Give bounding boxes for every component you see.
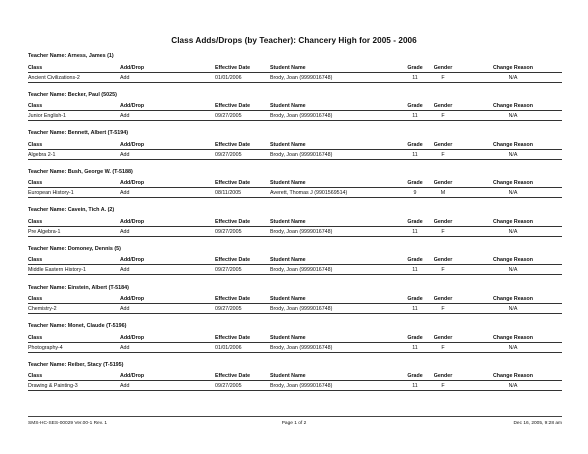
row-gender: F bbox=[441, 383, 445, 390]
header-add-drop: Add/Drop bbox=[120, 334, 145, 341]
teacher-name: Teacher Name: Arness, James (1) bbox=[28, 53, 114, 59]
header-student-name: Student Name bbox=[270, 373, 306, 380]
column-header-row bbox=[28, 64, 562, 73]
table-row bbox=[28, 74, 562, 83]
header-effective-date: Effective Date bbox=[215, 334, 251, 341]
teacher-section bbox=[28, 282, 562, 321]
row-add-drop: Add bbox=[120, 228, 130, 235]
row-class: European History-1 bbox=[28, 190, 74, 197]
row-gender: M bbox=[440, 190, 446, 197]
teacher-section bbox=[28, 89, 562, 128]
header-gender: Gender bbox=[433, 257, 453, 264]
teacher-section bbox=[28, 127, 562, 166]
row-change-reason: N/A bbox=[508, 306, 518, 313]
header-change-reason: Change Reason bbox=[492, 180, 534, 187]
row-class: Photography-4 bbox=[28, 344, 63, 351]
row-class: Chemistry-2 bbox=[28, 306, 57, 313]
teacher-section bbox=[28, 320, 562, 359]
row-class: Algebra 2-1 bbox=[28, 151, 56, 158]
header-class: Class bbox=[28, 141, 43, 148]
header-gender: Gender bbox=[433, 180, 453, 187]
header-add-drop: Add/Drop bbox=[120, 296, 145, 303]
header-gender: Gender bbox=[433, 373, 453, 380]
row-effective-date: 09/27/2005 bbox=[215, 228, 242, 235]
header-change-reason: Change Reason bbox=[492, 257, 534, 264]
table-row bbox=[28, 189, 562, 198]
header-change-reason: Change Reason bbox=[492, 373, 534, 380]
header-gender: Gender bbox=[433, 103, 453, 110]
column-header-row bbox=[28, 102, 562, 111]
row-effective-date: 09/27/2005 bbox=[215, 113, 242, 120]
row-change-reason: N/A bbox=[508, 74, 518, 81]
header-effective-date: Effective Date bbox=[215, 218, 251, 225]
column-header-row bbox=[28, 334, 562, 343]
row-student-name: Brody, Joan (9999016748) bbox=[270, 267, 333, 274]
teacher-name: Teacher Name: Reiber, Stacy (T-5195) bbox=[28, 361, 124, 368]
column-header-row bbox=[28, 295, 562, 304]
table-row bbox=[28, 266, 562, 275]
header-gender: Gender bbox=[433, 218, 453, 225]
column-header-row bbox=[28, 218, 562, 227]
header-grade: Grade bbox=[407, 141, 423, 148]
teacher-section bbox=[28, 204, 562, 243]
row-effective-date: 01/01/2006 bbox=[215, 344, 242, 351]
row-grade: 11 bbox=[412, 228, 418, 235]
row-change-reason: N/A bbox=[508, 383, 518, 390]
header-grade: Grade bbox=[407, 334, 423, 341]
header-gender: Gender bbox=[433, 141, 453, 148]
header-grade: Grade bbox=[407, 257, 423, 264]
row-student-name: Brody, Joan (9999016748) bbox=[270, 113, 333, 120]
header-class: Class bbox=[28, 103, 43, 110]
header-student-name: Student Name bbox=[270, 257, 306, 264]
row-add-drop: Add bbox=[120, 344, 130, 351]
row-grade: 11 bbox=[412, 344, 418, 351]
header-effective-date: Effective Date bbox=[215, 64, 251, 71]
row-gender: F bbox=[441, 74, 445, 81]
header-class: Class bbox=[28, 180, 43, 187]
footer-print-date: Dec 16, 2005, 9:28 am bbox=[513, 421, 562, 426]
row-change-reason: N/A bbox=[508, 344, 518, 351]
row-gender: F bbox=[441, 344, 445, 351]
header-grade: Grade bbox=[407, 373, 423, 380]
teacher-name: Teacher Name: Monet, Claude (T-5196) bbox=[28, 323, 127, 330]
row-effective-date: 09/27/2005 bbox=[215, 383, 242, 390]
teacher-name: Teacher Name: Cavein, Tich A. (2) bbox=[28, 207, 115, 214]
row-class: Middle Eastern History-1 bbox=[28, 267, 86, 274]
header-student-name: Student Name bbox=[270, 296, 306, 303]
header-student-name: Student Name bbox=[270, 334, 306, 341]
header-student-name: Student Name bbox=[270, 180, 306, 187]
header-class: Class bbox=[28, 296, 43, 303]
table-row bbox=[28, 344, 562, 353]
header-change-reason: Change Reason bbox=[492, 141, 534, 148]
header-student-name: Student Name bbox=[270, 218, 306, 225]
row-student-name: Brody, Joan (9999016748) bbox=[270, 383, 333, 390]
row-grade: 11 bbox=[412, 383, 418, 390]
header-class: Class bbox=[28, 373, 43, 380]
teacher-name: Teacher Name: Bush, George W. (T-5188) bbox=[28, 168, 133, 175]
column-header-row bbox=[28, 141, 562, 150]
column-header-row bbox=[28, 179, 562, 188]
header-change-reason: Change Reason bbox=[492, 334, 534, 341]
row-change-reason: N/A bbox=[508, 190, 518, 197]
table-row bbox=[28, 382, 562, 391]
header-gender: Gender bbox=[433, 296, 453, 303]
header-add-drop: Add/Drop bbox=[120, 218, 145, 225]
teacher-name: Teacher Name: Bennett, Albert (T-5194) bbox=[28, 130, 129, 137]
report-title: Class Adds/Drops (by Teacher): Chancery High for 2005 - 2006 bbox=[171, 36, 417, 45]
row-add-drop: Add bbox=[120, 383, 130, 390]
teacher-sections bbox=[28, 50, 562, 397]
header-student-name: Student Name bbox=[270, 141, 306, 148]
header-gender: Gender bbox=[433, 64, 453, 71]
row-gender: F bbox=[441, 267, 445, 274]
column-header-row bbox=[28, 372, 562, 381]
header-add-drop: Add/Drop bbox=[120, 257, 145, 264]
footer-form-id: SMS-HC-SES-00029 Ver.00-1 Rev. 1 bbox=[28, 421, 108, 426]
teacher-section bbox=[28, 359, 562, 398]
row-add-drop: Add bbox=[120, 74, 130, 81]
header-grade: Grade bbox=[407, 218, 423, 225]
header-grade: Grade bbox=[407, 103, 423, 110]
row-add-drop: Add bbox=[120, 113, 130, 120]
row-add-drop: Add bbox=[120, 190, 130, 197]
header-change-reason: Change Reason bbox=[492, 103, 534, 110]
row-change-reason: N/A bbox=[508, 267, 518, 274]
header-class: Class bbox=[28, 257, 43, 264]
footer-divider bbox=[28, 416, 562, 417]
teacher-name: Teacher Name: Einstein, Albert (T-5184) bbox=[28, 284, 129, 291]
row-effective-date: 09/27/2005 bbox=[215, 306, 242, 313]
row-class: Drawing & Painting-3 bbox=[28, 383, 78, 390]
header-change-reason: Change Reason bbox=[492, 64, 534, 71]
row-effective-date: 01/01/2006 bbox=[215, 74, 242, 81]
header-student-name: Student Name bbox=[270, 103, 306, 110]
row-grade: 9 bbox=[413, 190, 417, 197]
table-row bbox=[28, 112, 562, 121]
header-effective-date: Effective Date bbox=[215, 180, 251, 187]
row-gender: F bbox=[441, 306, 445, 313]
row-student-name: Brody, Joan (9999016748) bbox=[270, 344, 333, 351]
header-class: Class bbox=[28, 218, 43, 225]
header-effective-date: Effective Date bbox=[215, 257, 251, 264]
row-add-drop: Add bbox=[120, 306, 130, 313]
teacher-section bbox=[28, 166, 562, 205]
row-effective-date: 09/27/2005 bbox=[215, 267, 242, 274]
row-change-reason: N/A bbox=[508, 151, 518, 158]
header-add-drop: Add/Drop bbox=[120, 64, 145, 71]
row-grade: 11 bbox=[412, 151, 418, 158]
header-add-drop: Add/Drop bbox=[120, 373, 145, 380]
header-add-drop: Add/Drop bbox=[120, 103, 145, 110]
header-add-drop: Add/Drop bbox=[120, 180, 145, 187]
header-class: Class bbox=[28, 334, 43, 341]
header-add-drop: Add/Drop bbox=[120, 141, 145, 148]
row-grade: 11 bbox=[412, 306, 418, 313]
teacher-name: Teacher Name: Domoney, Dennis (5) bbox=[28, 245, 121, 252]
row-student-name: Brody, Joan (9999016748) bbox=[270, 228, 333, 235]
table-row bbox=[28, 151, 562, 160]
row-effective-date: 09/27/2005 bbox=[215, 151, 242, 158]
column-header-row bbox=[28, 256, 562, 265]
row-add-drop: Add bbox=[120, 267, 130, 274]
row-class: Junior English-1 bbox=[28, 113, 66, 120]
row-class: Ancient Civilizations-2 bbox=[28, 74, 80, 81]
row-student-name: Averett, Thomas J (9901569514) bbox=[270, 190, 348, 197]
teacher-section bbox=[28, 50, 562, 89]
row-add-drop: Add bbox=[120, 151, 130, 158]
table-row bbox=[28, 228, 562, 237]
header-effective-date: Effective Date bbox=[215, 296, 251, 303]
table-row bbox=[28, 305, 562, 314]
row-grade: 11 bbox=[412, 74, 418, 81]
header-grade: Grade bbox=[407, 64, 423, 71]
row-gender: F bbox=[441, 113, 445, 120]
row-grade: 11 bbox=[412, 267, 418, 274]
header-effective-date: Effective Date bbox=[215, 103, 251, 110]
row-effective-date: 08/11/2005 bbox=[215, 190, 242, 197]
row-change-reason: N/A bbox=[508, 228, 518, 235]
header-grade: Grade bbox=[407, 296, 423, 303]
header-change-reason: Change Reason bbox=[492, 218, 534, 225]
teacher-name: Teacher Name: Becker, Paul (5025) bbox=[28, 91, 117, 98]
header-grade: Grade bbox=[407, 180, 423, 187]
row-class: Pre Algebra-1 bbox=[28, 228, 61, 235]
header-effective-date: Effective Date bbox=[215, 373, 251, 380]
row-student-name: Brody, Joan (9999016748) bbox=[270, 306, 333, 313]
header-change-reason: Change Reason bbox=[492, 296, 534, 303]
row-student-name: Brody, Joan (9999016748) bbox=[270, 74, 333, 81]
row-grade: 11 bbox=[412, 113, 418, 120]
row-gender: F bbox=[441, 151, 445, 158]
header-class: Class bbox=[28, 64, 43, 71]
header-student-name: Student Name bbox=[270, 64, 306, 71]
header-gender: Gender bbox=[433, 334, 453, 341]
row-student-name: Brody, Joan (9999016748) bbox=[270, 151, 333, 158]
row-change-reason: N/A bbox=[508, 113, 518, 120]
footer-page-number: Page 1 of 2 bbox=[281, 421, 307, 426]
header-effective-date: Effective Date bbox=[215, 141, 251, 148]
teacher-section bbox=[28, 243, 562, 282]
row-gender: F bbox=[441, 228, 445, 235]
